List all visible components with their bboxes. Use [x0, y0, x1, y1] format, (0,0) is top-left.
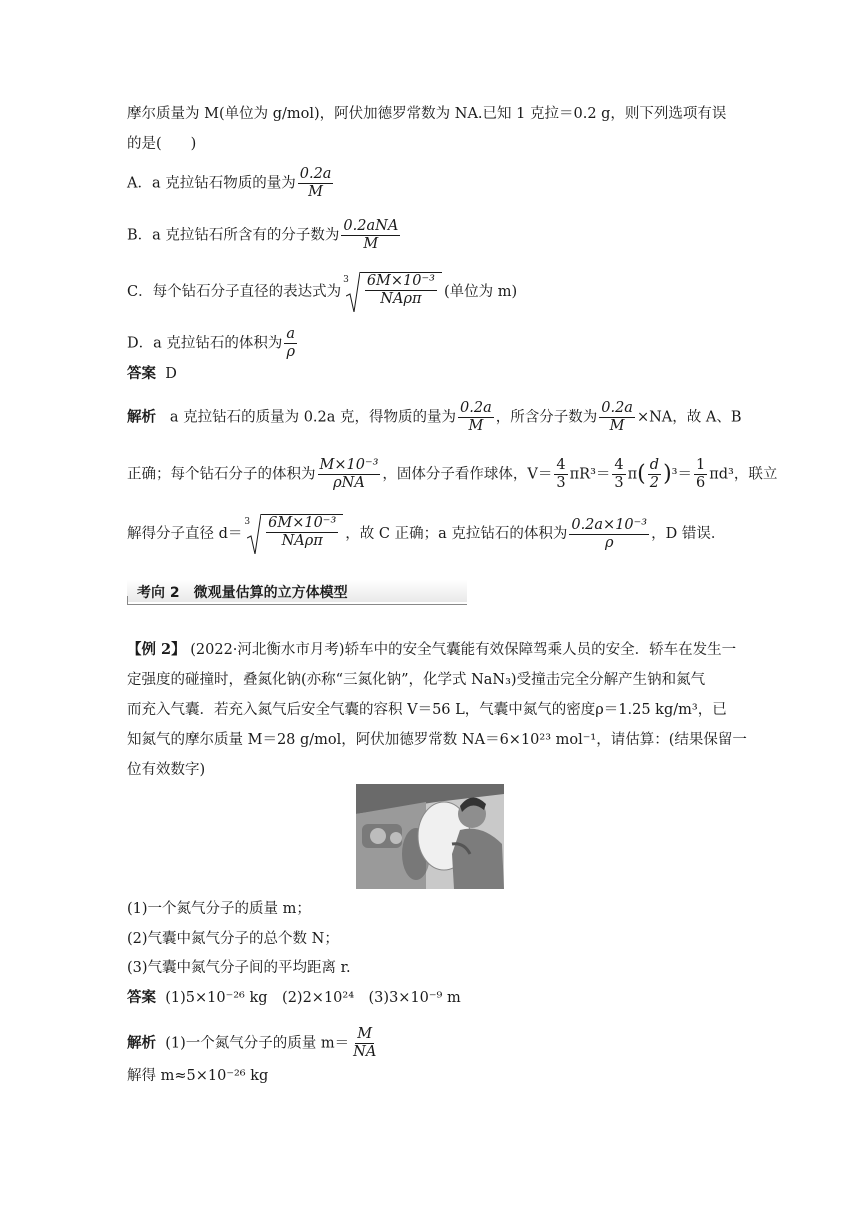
- airbag-illustration-icon: [356, 784, 504, 889]
- analysis-text: ，固体分子看作球体，V＝: [382, 466, 553, 483]
- fraction-numerator: 0.2aNA: [343, 218, 399, 234]
- right-paren-icon: ): [663, 461, 672, 487]
- analysis-text: ×NA，故 A、B: [636, 409, 742, 426]
- fraction-denominator: ρ: [604, 534, 614, 551]
- option-b-text: B．a 克拉钻石所含有的分子数为: [127, 227, 340, 244]
- analysis-text: π: [627, 466, 638, 483]
- four-thirds-fraction: [612, 457, 625, 492]
- analysis-1-line-1: [127, 400, 742, 435]
- analysis-label: 解析: [127, 408, 156, 426]
- answer-value: D: [165, 366, 177, 382]
- question-1: (1)一个氮气分子的质量 m；: [127, 901, 311, 917]
- fraction-numerator: 0.2a: [460, 400, 492, 416]
- fraction-numerator: 4: [556, 457, 566, 473]
- answer-1: [127, 364, 177, 384]
- fraction-denominator: ρ: [286, 344, 295, 360]
- fraction-numerator: d: [649, 457, 660, 473]
- example-line-2: 定强度的碰撞时，叠氮化钠(亦称“三氮化钠”，化学式 NaN₃)受撞击完全分解产生钠和氮气: [127, 672, 706, 688]
- answer-value: (1)5×10⁻²⁶ kg (2)2×10²⁴ (3)3×10⁻⁹ m: [165, 990, 461, 1006]
- fraction-denominator: 2: [649, 475, 660, 491]
- diameter-fraction: [266, 515, 338, 550]
- example-line-3: 而充入气囊．若充入氮气后安全气囊的容积 V＝56 L，气囊中氮气的密度ρ＝1.25 kg/m³，已: [127, 702, 727, 718]
- cube-root: [244, 514, 343, 554]
- fraction-denominator: 3: [556, 475, 566, 491]
- four-thirds-fraction: [554, 457, 567, 492]
- fraction-denominator: 3: [614, 475, 624, 491]
- option-d: [127, 326, 299, 361]
- mole-fraction: [458, 400, 494, 435]
- fraction-numerator: 6M×10⁻³: [268, 515, 337, 531]
- analysis-text: ，所含分子数为: [495, 409, 598, 426]
- volume-fraction: [318, 457, 381, 492]
- fraction-numerator: 0.2a×10⁻³: [571, 516, 648, 533]
- option-c-fraction: [365, 273, 437, 308]
- example-text: (2022·河北衡水市月考)轿车中的安全气囊能有效保障驾乘人员的安全．轿车在发生一: [190, 642, 737, 658]
- section-heading-underline: [127, 604, 467, 605]
- answer-label: 答案: [127, 365, 156, 382]
- option-a: [127, 166, 335, 201]
- cube-root: [343, 272, 442, 312]
- option-d-fraction: [284, 326, 297, 361]
- half-diameter-fraction: [648, 457, 661, 492]
- option-c: [127, 272, 517, 312]
- question-2: (2)气囊中氮气分子的总个数 N；: [127, 931, 339, 947]
- analysis-text: ，D 错误．: [651, 526, 726, 542]
- diamond-volume-fraction: [569, 517, 649, 552]
- analysis-text: 正确；每个钻石分子的体积为: [127, 466, 316, 483]
- option-b-fraction: [341, 218, 400, 253]
- analysis-text: (1)一个氮气分子的质量 m＝: [165, 1035, 350, 1052]
- analysis-2-line-1: [127, 1026, 380, 1061]
- fraction-numerator: 0.2a: [299, 166, 332, 182]
- answer-2: [127, 988, 461, 1008]
- fraction-denominator: NAρπ: [380, 291, 422, 307]
- option-b: [127, 218, 402, 253]
- section-heading-title: 考向 2 微观量估算的立方体模型: [137, 585, 348, 601]
- fraction-numerator: a: [286, 326, 296, 342]
- fraction-numerator: 4: [614, 457, 624, 473]
- fraction-denominator: NA: [353, 1044, 377, 1060]
- analysis-text: πR³＝: [569, 466, 611, 483]
- answer-label: 答案: [127, 989, 156, 1006]
- intro-line-1: 摩尔质量为 M(单位为 g/mol)，阿伏加德罗常数为 NA.已知 1 克拉＝0.2 g，则下列选项有误: [127, 106, 727, 122]
- root-index: 3: [343, 275, 349, 285]
- fraction-numerator: 0.2a: [601, 400, 633, 416]
- fraction-denominator: 6: [695, 475, 706, 491]
- fraction-denominator: ρNA: [333, 475, 365, 491]
- analysis-2-line-2: 解得 m≈5×10⁻²⁶ kg: [127, 1068, 269, 1084]
- fraction-denominator: M: [468, 418, 484, 434]
- molecule-count-fraction: [599, 400, 635, 435]
- option-a-text: A．a 克拉钻石物质的量为: [127, 175, 296, 192]
- fraction-denominator: M: [308, 184, 324, 200]
- fraction-numerator: 6M×10⁻³: [366, 273, 435, 289]
- molecule-mass-fraction: [351, 1026, 378, 1061]
- section-heading: [127, 576, 467, 606]
- analysis-text: ³＝: [671, 466, 692, 483]
- fraction-denominator: M: [609, 418, 625, 434]
- example-label: 【例 2】: [127, 641, 186, 658]
- analysis-1-line-3: [127, 514, 725, 554]
- analysis-text: ，故 C 正确；a 克拉钻石的体积为: [345, 526, 568, 542]
- intro-line-2: 的是( ): [127, 136, 197, 152]
- section-heading-tick: [127, 596, 134, 604]
- analysis-text: πd³，联立: [709, 466, 778, 483]
- question-3: (3)气囊中氮气分子间的平均距离 r.: [127, 960, 351, 976]
- analysis-1-line-2: [127, 457, 777, 492]
- example-line-4: 知氮气的摩尔质量 M＝28 g/mol，阿伏加德罗常数 NA＝6×10²³ mol⁻¹，请估算：(结果保留一: [127, 732, 747, 748]
- analysis-text: 解得分子直径 d＝: [127, 526, 243, 542]
- option-c-unit: (单位为 m): [443, 284, 518, 300]
- one-sixth-fraction: [694, 457, 707, 492]
- example-line-1: [127, 640, 736, 660]
- fraction-denominator: NAρπ: [281, 533, 323, 549]
- airbag-photo: [356, 784, 504, 889]
- example-line-5: 位有效数字): [127, 762, 206, 778]
- fraction-numerator: 1: [695, 457, 706, 473]
- option-d-text: D．a 克拉钻石的体积为: [127, 335, 283, 352]
- root-index: 3: [244, 517, 251, 527]
- analysis-label: 解析: [127, 1034, 156, 1052]
- analysis-text: a 克拉钻石的质量为 0.2a 克，得物质的量为: [169, 409, 457, 426]
- fraction-denominator: M: [363, 236, 379, 252]
- left-paren-icon: (: [637, 461, 646, 487]
- option-c-text: C．每个钻石分子直径的表达式为: [127, 284, 342, 300]
- fraction-numerator: M×10⁻³: [319, 457, 379, 473]
- option-a-fraction: [298, 166, 334, 201]
- fraction-numerator: M: [357, 1026, 373, 1042]
